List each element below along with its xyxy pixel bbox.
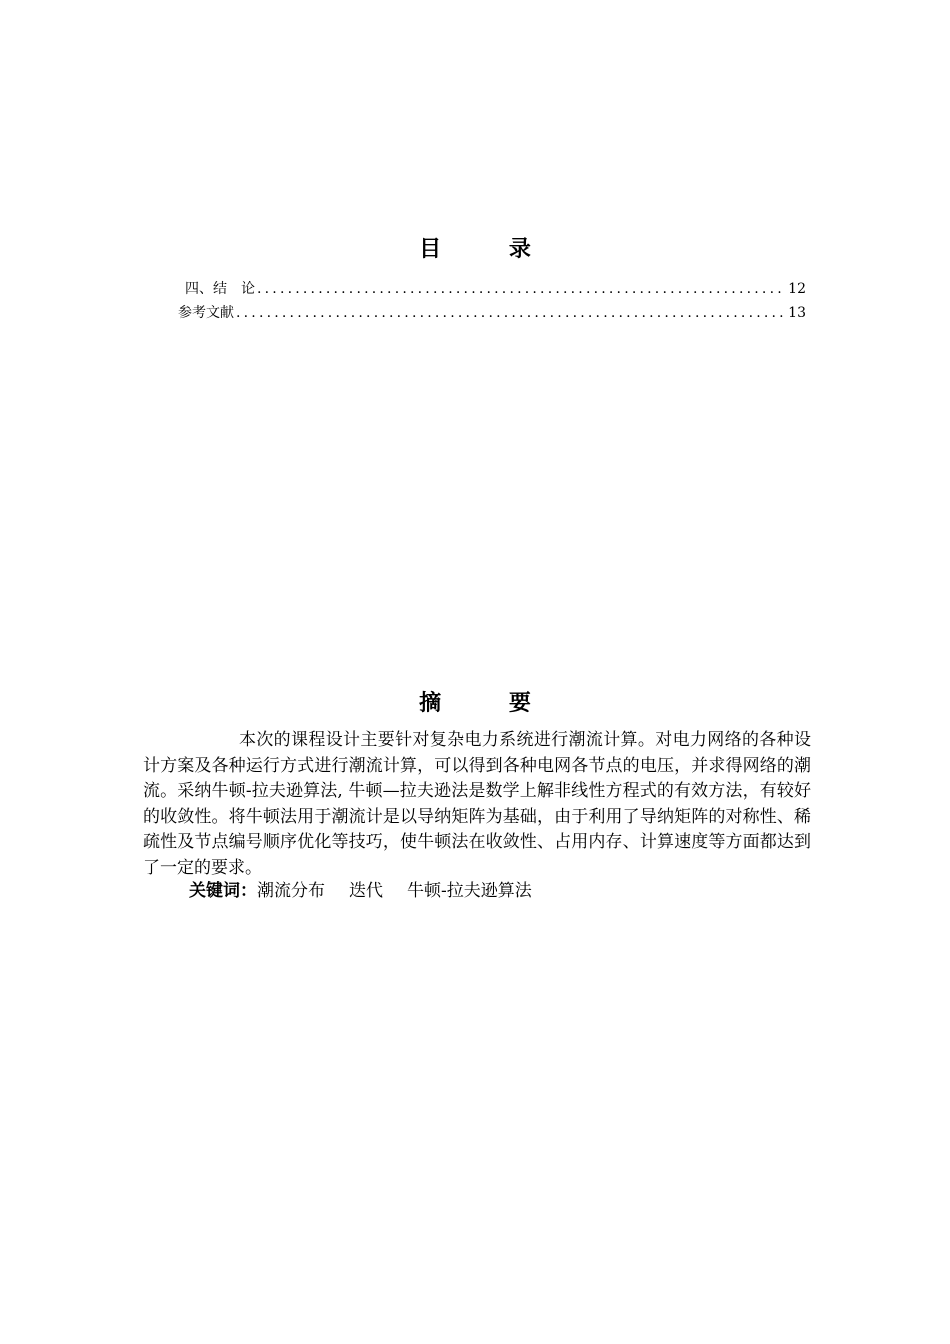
toc-entry-label: 参考文献 bbox=[178, 305, 234, 321]
toc-entry-label: 四、结 论 bbox=[185, 281, 255, 297]
toc-entry-page: 13 bbox=[788, 305, 806, 321]
toc-entry[interactable] bbox=[185, 278, 806, 298]
abstract-title: 摘 要 bbox=[419, 691, 561, 716]
keywords-label: 关键词： bbox=[189, 881, 257, 901]
toc-entry-page: 12 bbox=[788, 281, 806, 297]
keyword: 牛顿-拉夫逊算法 bbox=[407, 881, 532, 901]
toc-leader-dots bbox=[236, 305, 786, 321]
keywords-line bbox=[189, 876, 556, 901]
keyword: 潮流分布 bbox=[257, 881, 325, 901]
toc-title: 目 录 bbox=[419, 237, 561, 262]
toc-entry[interactable] bbox=[178, 302, 806, 322]
toc-leader-dots bbox=[257, 281, 786, 297]
keyword: 迭代 bbox=[349, 881, 383, 901]
abstract-body: 本次的课程设计主要针对复杂电力系统进行潮流计算。对电力网络的各种设计方案及各种运行方式进行潮流计算，可以得到各种电网各节点的电压，并求得网络的潮流。采纳牛顿-拉夫逊算法, 牛顿—拉夫逊法是数学上解非线性方程式的有效方法，有较好的收敛性。将牛顿法用于潮流计是以导纳矩阵为基础，由于利用了导纳矩阵的对称性、稀疏性及节点编号顺序优化等技巧，使牛顿法在收敛性、占用内存、计算速度等方面都达到了一定的要求。 bbox=[143, 730, 811, 878]
